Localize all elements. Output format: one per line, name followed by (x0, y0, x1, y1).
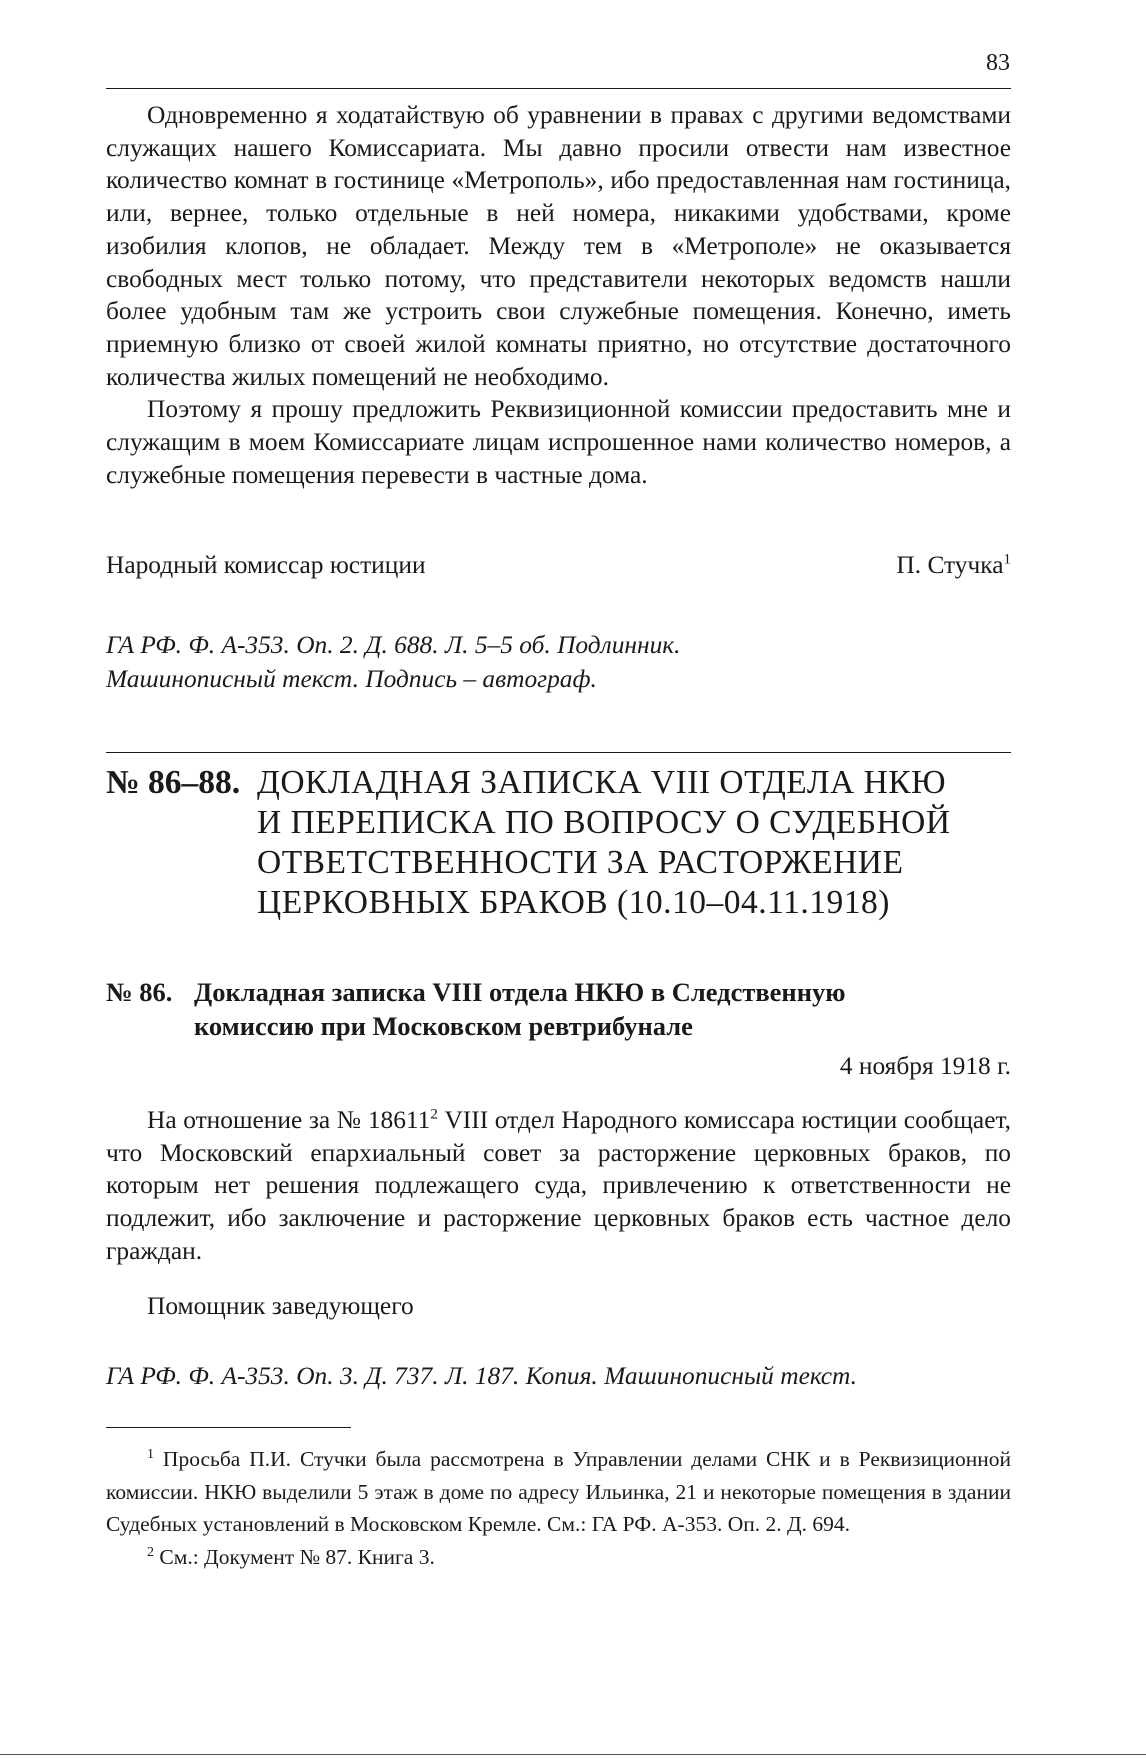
document-paragraph (106, 1104, 1011, 1268)
document-archive-reference: ГА РФ. Ф. А-353. Оп. 3. Д. 737. Л. 187. Копия. Машинописный текст. (106, 1362, 858, 1390)
archive-line-1: ГА РФ. Ф. А-353. Оп. 2. Д. 688. Л. 5–5 об. Подлинник. (106, 631, 681, 659)
page-bottom-edge (0, 1754, 1146, 1755)
footnotes (106, 1443, 1011, 1573)
header-rule (106, 88, 1011, 89)
document-title (194, 975, 1014, 1043)
document-number: № 86. (106, 977, 173, 1007)
section-number: № 86–88. (106, 764, 241, 801)
footnote-text: См.: Документ № 87. Книга 3. (159, 1544, 435, 1569)
signature-name-block (896, 549, 1011, 581)
footnote-ref-1: 1 (1003, 551, 1011, 568)
signature-title: Народный комиссар юстиции (106, 551, 426, 579)
footnote-2 (106, 1541, 1011, 1574)
footnote-ref-2: 2 (430, 1106, 438, 1123)
footnote-text: Просьба П.И. Стучки была рассмотрена в Управлении делами СНК и в Реквизиционной комиссии. НКЮ выделили 5 этаж в доме по адресу Ильинка, 21 и некоторые помещения в здании Судебных установлений в Московском Кремле. См.: ГА РФ. А-353. Оп. 2. Д. 694. (106, 1447, 1011, 1536)
letter-archive-reference (106, 629, 1011, 696)
section-title-line: ДОКЛАДНАЯ ЗАПИСКА VIII ОТДЕЛА НКЮ (257, 764, 947, 801)
page-number: 83 (986, 50, 1010, 76)
section-title-line: И ПЕРЕПИСКА ПО ВОПРОСУ О СУДЕБНОЙ (257, 804, 951, 841)
section-title-line: ЦЕРКОВНЫХ БРАКОВ (10.10–04.11.1918) (257, 884, 890, 921)
section-title (257, 763, 1017, 923)
document-title-line: Докладная записка VIII отдела НКЮ в Следственную (194, 977, 846, 1007)
footnote-1 (106, 1443, 1011, 1541)
document-body-rest: VIII отдел Народного комиссара юстиции сообщает, что Московский епархиальный совет за расторжение церковных браков, по которым нет решения подлежащего суда, привлечению к ответственности не подлежит, ибо заключение и расторжение церковных браков есть частное дело граждан. (106, 1106, 1011, 1265)
document-signer: Помощник заведующего (147, 1292, 414, 1320)
footnote-mark: 2 (147, 1544, 154, 1560)
section-rule (106, 752, 1011, 753)
letter-paragraph-1: Одновременно я ходатайствую об уравнении в правах с другими ведомствами служащих нашего Комиссариата. Мы давно просили отвести нам известное количество комнат в гостинице «Метрополь», ибо предоставленная нам гостиница, или, вернее, только отдельные в ней номера, никакими удобствами, кроме изобилия клопов, не обладает. Между тем в «Метрополе» не оказывается свободных мест только потому, что представители некоторых ведомств нашли более удобным там же устроить свои служебные помещения. Конечно, иметь приемную близко от своей жилой комнаты приятно, но отсутствие достаточного количества жилых помещений не необходимо. (106, 101, 1011, 391)
section-title-line: ОТВЕТСТВЕННОСТИ ЗА РАСТОРЖЕНИЕ (257, 844, 904, 881)
document-date: 4 ноября 1918 г. (839, 1052, 1011, 1080)
signature-name: П. Стучка (896, 551, 1004, 579)
document-body-start: На отношение за № 18611 (147, 1106, 431, 1134)
footnote-mark: 1 (147, 1446, 154, 1462)
archive-line-2: Машинописный текст. Подпись – автограф. (106, 664, 597, 693)
footnote-rule (106, 1427, 351, 1428)
document-title-line: комиссию при Московском ревтрибунале (194, 1011, 693, 1041)
document-text (106, 1104, 1011, 1268)
letter-text (106, 99, 1011, 491)
letter-paragraph-2: Поэтому я прошу предложить Реквизиционной комиссии предоставить мне и служащим в моем Комиссариате лицам испрошенное нами количество номеров, а служебные помещения перевести в частные дома. (106, 395, 1011, 489)
